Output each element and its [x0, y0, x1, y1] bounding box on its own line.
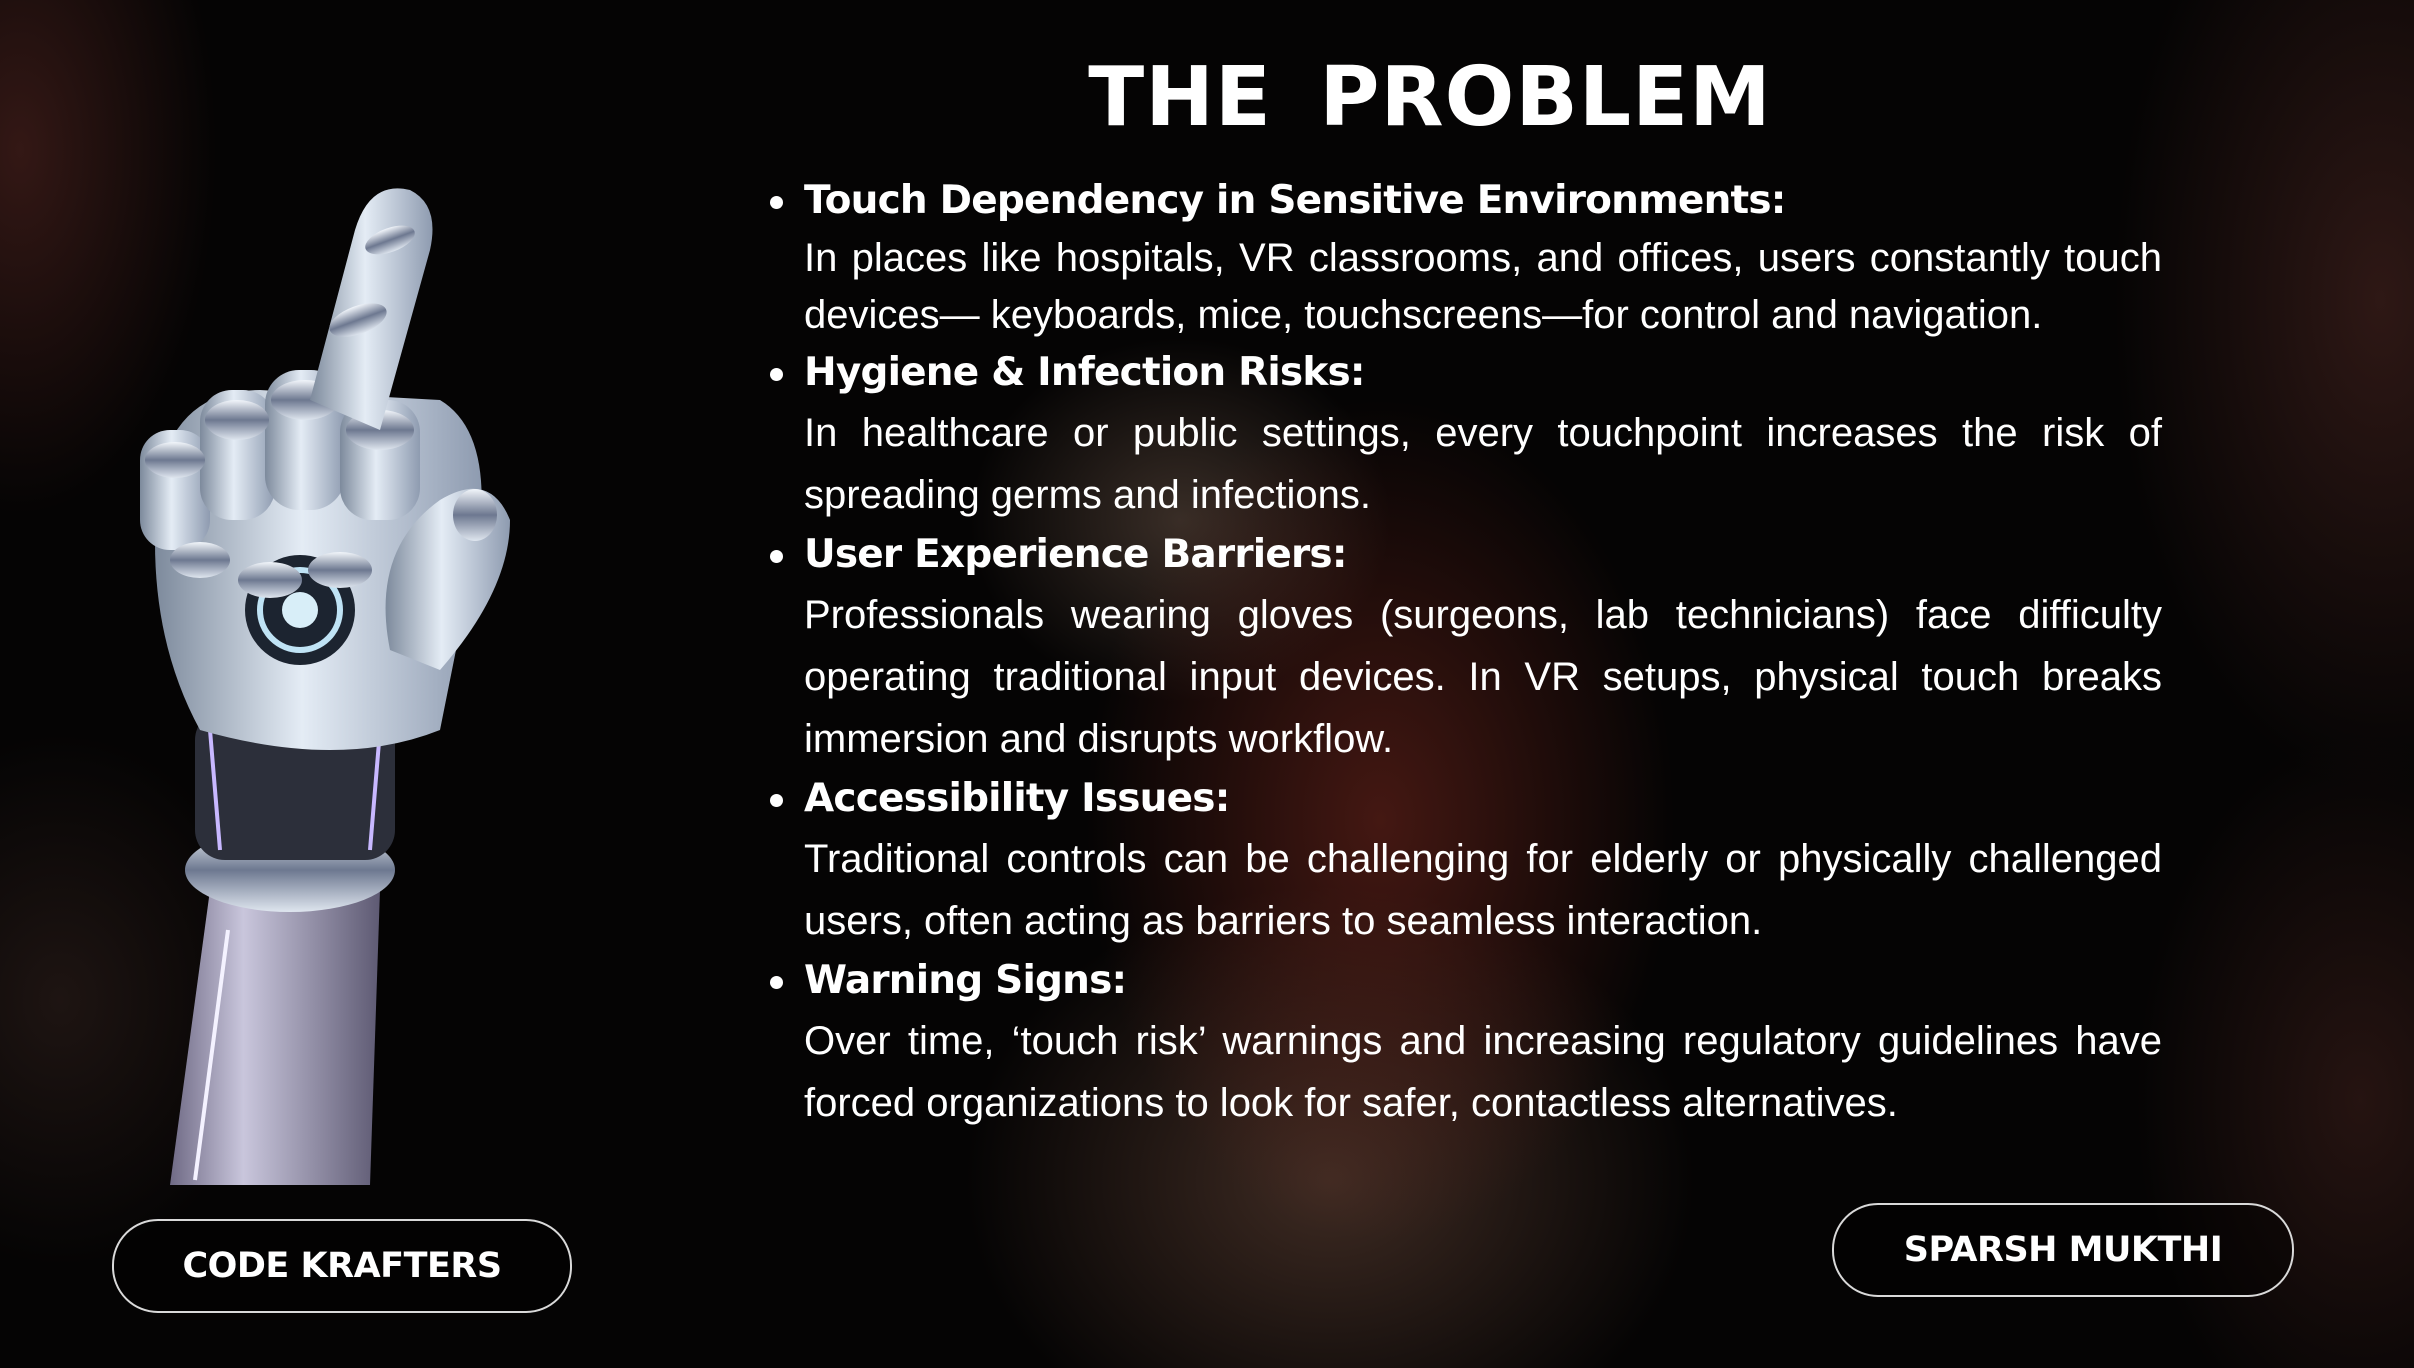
bullet-icon: [770, 368, 783, 381]
item-heading: [760, 770, 2162, 828]
bullet-icon: [770, 976, 783, 989]
item-body: Professionals wearing gloves (surgeons, lab technicians) face difficulty operating traditional input devices. In VR setups, physical touch breaks immersion and disrupts workflow.: [804, 593, 2162, 761]
robot-hand-icon: [140, 170, 660, 1185]
item-heading: [760, 344, 2162, 402]
list-item: [760, 770, 2162, 952]
item-body: In healthcare or public settings, every touchpoint increases the risk of spreading germs and infections.: [804, 411, 2162, 517]
bullet-icon: [770, 550, 783, 563]
item-heading-text: Hygiene & Infection Risks:: [804, 350, 1365, 395]
problem-list: [760, 172, 2162, 1134]
list-item: [760, 952, 2162, 1134]
team-name-badge: CODE KRAFTERS: [112, 1219, 572, 1313]
project-name-badge: SPARSH MUKTHI: [1832, 1203, 2294, 1297]
item-heading: [760, 526, 2162, 584]
item-heading-text: Warning Signs:: [804, 958, 1127, 1003]
list-item: [760, 526, 2162, 770]
list-item: [760, 344, 2162, 526]
list-item: [760, 172, 2162, 344]
item-heading: [760, 952, 2162, 1010]
page-title: THE PROBLEM: [1088, 50, 1772, 145]
item-body: In places like hospitals, VR classrooms, and offices, users constantly touch devices— keyboards, mice, touchscreens—for control and navigation.: [804, 236, 2162, 337]
item-heading-text: User Experience Barriers:: [804, 532, 1347, 577]
bullet-icon: [770, 794, 783, 807]
item-heading-text: Touch Dependency in Sensitive Environments:: [804, 178, 1786, 223]
item-heading: [760, 172, 2162, 230]
item-body: Over time, ‘touch risk’ warnings and increasing regulatory guidelines have forced organizations to look for safer, contactless alternatives.: [804, 1019, 2162, 1125]
bullet-icon: [770, 196, 783, 209]
item-heading-text: Accessibility Issues:: [804, 776, 1230, 821]
item-body: Traditional controls can be challenging for elderly or physically challenged users, often acting as barriers to seamless interaction.: [804, 837, 2162, 943]
